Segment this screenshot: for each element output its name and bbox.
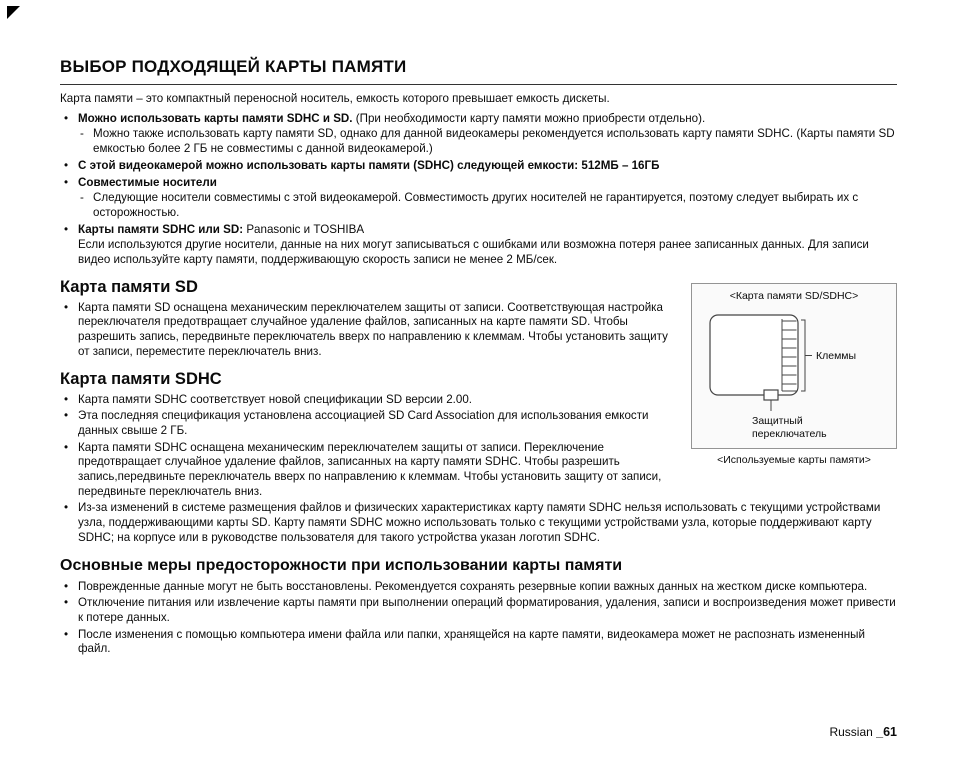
bullet-text: (При необходимости карту памяти можно приобрести отдельно). xyxy=(352,111,706,125)
bullet-marker: • xyxy=(64,158,69,172)
section-heading-sdhc: Карта памяти SDHC xyxy=(60,369,222,388)
bullet-item xyxy=(60,159,897,174)
bullet-marker: • xyxy=(64,501,69,515)
terminals-label: Клеммы xyxy=(816,349,857,362)
bullet-text: Эта последняя спецификация установлена ассоциацией SD Card Association для использования емкости данных свыше 2 ГБ. xyxy=(78,409,649,437)
bullet-continuation: Если используются другие носители, данные на них могут записываться с ошибками или возможна потеря ранее записанных данных. Для записи видео используйте карту памяти, поддерживающую скорость записи не менее 2 МБ/сек. xyxy=(78,238,869,267)
bullet-text-bold: Можно использовать карты памяти SDHC и SD. xyxy=(78,111,353,125)
page-corner-mark xyxy=(7,6,20,19)
sub-item xyxy=(78,191,897,220)
bullet-marker: • xyxy=(64,409,69,423)
bullet-text-line xyxy=(78,176,897,191)
dash-marker: - xyxy=(80,191,84,205)
sd-card-diagram xyxy=(694,305,894,443)
bullet-body xyxy=(78,223,897,268)
bullet-item xyxy=(60,501,897,545)
bullet-marker: • xyxy=(64,111,69,125)
bullet-item xyxy=(60,628,897,657)
protection-switch-icon xyxy=(764,390,778,400)
section-heading-precautions: Основные меры предосторожности при использовании карты памяти xyxy=(60,556,623,574)
terminals-bracket xyxy=(801,320,812,391)
bullet-text-bold: Совместимые носители xyxy=(78,175,217,189)
mid-section xyxy=(60,277,897,500)
bullet-body xyxy=(78,112,897,157)
switch-label-line2: переключатель xyxy=(752,427,827,440)
footer-language: Russian xyxy=(829,725,877,740)
figure-caption-bottom: <Используемые карты памяти> xyxy=(717,453,871,466)
bullet-marker: • xyxy=(64,579,69,593)
page-title: ВЫБОР ПОДХОДЯЩЕЙ КАРТЫ ПАМЯТИ xyxy=(60,56,897,85)
bullet-marker: • xyxy=(64,392,69,406)
bullet-text: После изменения с помощью компьютера имени файла или папки, хранящейся на карте памяти, видеокамера может не распознать измененный файл. xyxy=(78,627,865,656)
bullet-marker: • xyxy=(64,222,69,236)
dash-marker: - xyxy=(80,127,84,141)
wrapped-text-column xyxy=(60,277,671,500)
bullet-item xyxy=(60,596,897,625)
sub-text: Можно также использовать карту памяти SD, однако для данной видеокамеры рекомендуется использовать карту памяти SDHC. (Карты памяти SD емкостью более 2 ГБ не совместимы с данной видеокамерой.) xyxy=(93,127,895,156)
bullet-text-line xyxy=(78,112,897,127)
bullet-text: Поврежденные данные могут не быть восстановлены. Рекомендуется сохранять резервные копии важных данных на жестком диске компьютера. xyxy=(78,579,868,593)
bullet-text: Карта памяти SD оснащена механическим переключателем защиты от записи. Соответствующая настройка переключателя предотвращает случайное удаление файлов, записанных на карте памяти SD. Чтобы разрешить запись, передвиньте переключатель вверх по направлению к клеммам. Чтобы установить защиту от записи, переместите переключатель вниз. xyxy=(78,300,668,358)
bullet-item xyxy=(60,580,897,595)
bullet-item xyxy=(60,176,897,221)
bullet-text-line xyxy=(78,159,897,174)
bullet-text: Карта памяти SDHC соответствует новой спецификации SD версии 2.00. xyxy=(78,392,472,406)
memory-card-figure xyxy=(691,283,897,467)
bullet-marker: • xyxy=(64,627,69,641)
bullet-item xyxy=(60,441,671,500)
bullet-item xyxy=(60,409,671,438)
sub-text: Следующие носители совместимы с этой видеокамерой. Совместимость других носителей не гарантируется, поэтому следует выбирать их с осторожностью. xyxy=(93,191,859,219)
bullet-marker: • xyxy=(64,596,69,610)
bullet-item xyxy=(60,301,671,360)
section-heading-sd: Карта памяти SD xyxy=(60,277,198,296)
sd-card-outline xyxy=(710,315,798,395)
bullet-text: Panasonic и TOSHIBA xyxy=(243,222,365,236)
page-footer xyxy=(829,725,897,740)
bullet-marker: • xyxy=(64,175,69,189)
bullet-marker: • xyxy=(64,300,69,314)
bullet-body xyxy=(78,176,897,221)
bullet-item xyxy=(60,112,897,157)
bullet-item xyxy=(60,223,897,268)
bullet-text: Отключение питания или извлечение карты памяти при выполнении операций форматирования, удаления, записи и воспроизведения может привести к потере данных. xyxy=(78,596,896,624)
bullet-text-bold: Карты памяти SDHC или SD: xyxy=(78,222,244,236)
bullet-text-bold: С этой видеокамерой можно использовать карты памяти (SDHC) следующей емкости: 512МБ – 16ГБ xyxy=(78,158,660,172)
intro-text: Карта памяти – это компактный переносной носитель, емкость которого превышает емкость дискеты. xyxy=(60,92,610,105)
bullet-text-line xyxy=(78,223,897,238)
bullet-item xyxy=(60,393,671,408)
bullet-text: Из-за изменений в системе размещения файлов и физических характеристиках карту памяти SDHC нельзя использовать с текущими устройствами узла, поддерживающими карты SD. Карту памяти SDHC можно использовать только с текущими устройствами узла, которые поддерживают карту SDHC; на корпусе или в руководстве пользователя для такого устройства указан логотип SDHC. xyxy=(78,501,881,544)
footer-page-number: _61 xyxy=(876,725,897,740)
bullet-body xyxy=(78,159,897,174)
bullet-marker: • xyxy=(64,440,69,454)
figure-box xyxy=(691,283,897,449)
sub-item xyxy=(78,127,897,156)
page-content xyxy=(60,56,897,659)
figure-caption-top: <Карта памяти SD/SDHC> xyxy=(729,289,859,302)
bullet-text: Карта памяти SDHC оснащена механическим переключателем защиты от записи. Переключение предотвращает случайное удаление файлов, записанных на карту памяти SDHC. Чтобы разрешить запись,передвиньте переключатель вверх по направлению к клеммам. Чтобы установить защиту от записи, передвиньте переключатель вниз. xyxy=(78,440,662,498)
switch-label-line1: Защитный xyxy=(752,414,803,427)
